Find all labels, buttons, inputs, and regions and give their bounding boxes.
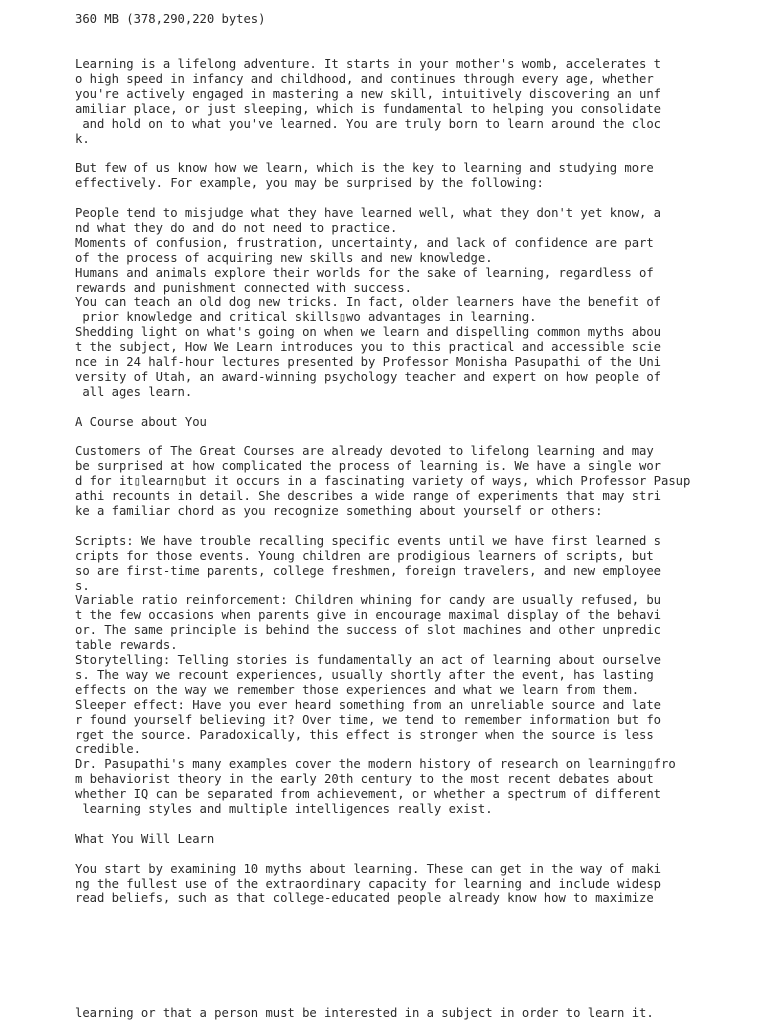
text-line: athi recounts in detail. She describes a wide range of experiments that may stri <box>75 489 662 504</box>
text-line: learning styles and multiple intelligences really exist. <box>75 802 493 816</box>
text-line: r found yourself believing it? Over time, we tend to remember information but fo <box>75 712 662 727</box>
text-line: s. <box>75 578 90 593</box>
file-size-header: 360 MB (378,290,220 bytes) <box>75 12 266 26</box>
text-line: so are first-time parents, college freshmen, foreign travelers, and new employee <box>75 563 662 578</box>
text-line: Storytelling: Telling stories is fundamentally an act of learning about ourselve <box>75 653 662 667</box>
text-line: effectively. For example, you may be surprised by the following: <box>75 176 544 191</box>
text-line: table rewards. <box>75 638 178 653</box>
text-line: t the few occasions when parents give in encourage maximal display of the behavi <box>75 608 662 623</box>
text-line: You can teach an old dog new tricks. In fact, older learners have the benefit of <box>75 295 662 310</box>
text-line: People tend to misjudge what they have learned well, what they don't yet know, a <box>75 206 662 220</box>
text-line: k. <box>75 131 90 146</box>
text-line: of the process of acquiring new skills and new knowledge. <box>75 250 493 265</box>
text-line: rget the source. Paradoxically, this effect is stronger when the source is less <box>75 727 654 742</box>
text-line: read beliefs, such as that college-educated people already know how to maximize <box>75 891 654 906</box>
text-line: s. The way we recount experiences, usually shortly after the event, has lasting <box>75 667 654 682</box>
text-line: versity of Utah, an award-winning psychology teacher and expert on how people of <box>75 369 662 384</box>
footer-line: learning or that a person must be interested in a subject in order to learn it. <box>75 1006 654 1020</box>
text-line: Shedding light on what's going on when we learn and dispelling common myths abou <box>75 325 662 340</box>
text-line: nce in 24 half-hour lectures presented by Professor Monisha Pasupathi of the Uni <box>75 355 662 369</box>
text-line: cripts for those events. Young children are prodigious learners of scripts, but <box>75 548 654 563</box>
text-document <box>75 0 755 1024</box>
text-line: rewards and punishment connected with success. <box>75 280 412 295</box>
text-line: ng the fullest use of the extraordinary capacity for learning and include widesp <box>75 876 662 891</box>
text-line: Sleeper effect: Have you ever heard something from an unreliable source and late <box>75 697 662 712</box>
text-line: all ages learn. <box>75 384 193 399</box>
text-line: credible. <box>75 742 141 757</box>
text-line: What You Will Learn <box>75 831 215 846</box>
text-line: d for it▯learn▯but it occurs in a fascinating variety of ways, which Professor Pasup <box>75 474 691 489</box>
text-line: Customers of The Great Courses are already devoted to lifelong learning and may <box>75 444 654 459</box>
text-line: o high speed in infancy and childhood, and continues through every age, whether <box>75 71 654 86</box>
text-line: m behaviorist theory in the early 20th century to the most recent debates about <box>75 772 654 787</box>
text-line: Scripts: We have trouble recalling specific events until we have first learned s <box>75 533 662 548</box>
text-line: nd what they do and do not need to practice. <box>75 220 398 235</box>
text-line: be surprised at how complicated the process of learning is. We have a single wor <box>75 459 662 474</box>
text-line: or. The same principle is behind the success of slot machines and other unpredic <box>75 623 662 638</box>
text-line: and hold on to what you've learned. You are truly born to learn around the cloc <box>75 116 662 131</box>
text-line: whether IQ can be separated from achievement, or whether a spectrum of different <box>75 787 662 802</box>
text-line: ke a familiar chord as you recognize something about yourself or others: <box>75 504 603 518</box>
text-line: Variable ratio reinforcement: Children whining for candy are usually refused, bu <box>75 593 662 608</box>
text-line: Learning is a lifelong adventure. It starts in your mother's womb, accelerates t <box>75 57 662 71</box>
text-line: t the subject, How We Learn introduces you to this practical and accessible scie <box>75 340 662 355</box>
text-line: Dr. Pasupathi's many examples cover the modern history of research on learning▯fro <box>75 757 676 772</box>
text-line: amiliar place, or just sleeping, which is fundamental to helping you consolidate <box>75 101 662 116</box>
text-line: A Course about You <box>75 414 207 429</box>
text-line: prior knowledge and critical skills▯wo advantages in learning. <box>75 310 537 325</box>
text-line: you're actively engaged in mastering a new skill, intuitively discovering an unf <box>75 86 662 101</box>
text-line: Moments of confusion, frustration, uncertainty, and lack of confidence are part <box>75 235 654 250</box>
text-line: effects on the way we remember those experiences and what we learn from them. <box>75 682 640 697</box>
text-line: But few of us know how we learn, which is the key to learning and studying more <box>75 161 654 176</box>
text-line: Humans and animals explore their worlds for the sake of learning, regardless of <box>75 265 654 280</box>
text-line: You start by examining 10 myths about learning. These can get in the way of maki <box>75 861 662 876</box>
